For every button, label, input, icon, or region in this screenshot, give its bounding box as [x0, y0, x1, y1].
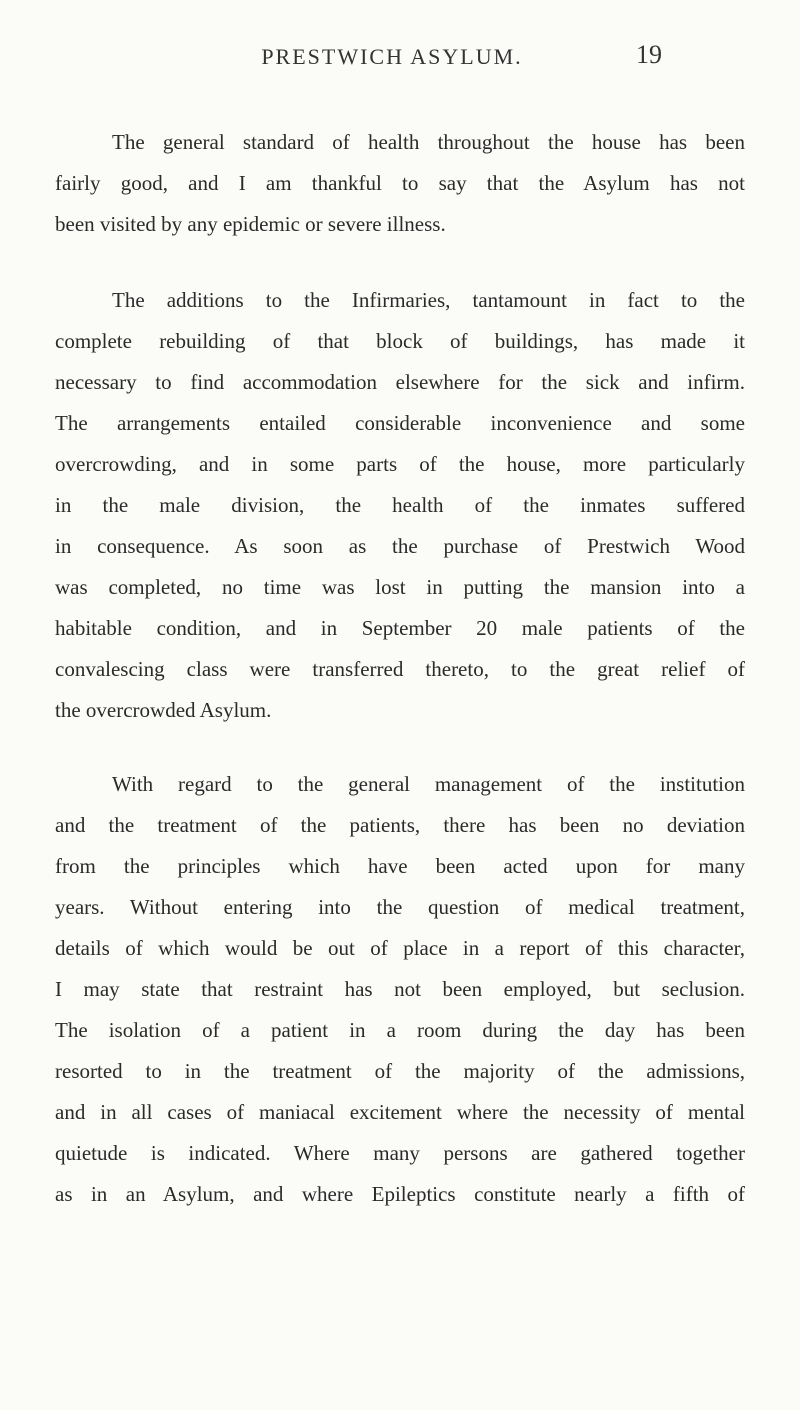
- text-line: years. Without entering into the question of medical treatment,: [55, 895, 745, 919]
- text-line: was completed, no time was lost in putting the mansion into a: [55, 575, 745, 599]
- text-line: quietude is indicated. Where many persons are gathered together: [55, 1141, 745, 1165]
- text-line: been visited by any epidemic or severe illness.: [55, 212, 446, 236]
- text-line: as in an Asylum, and where Epileptics constitute nearly a fifth of: [55, 1182, 745, 1206]
- text-line: With regard to the general management of the institution: [112, 772, 745, 796]
- text-line: The general standard of health throughout the house has been: [112, 130, 745, 154]
- text-line: in the male division, the health of the inmates suffered: [55, 493, 745, 517]
- text-line: and in all cases of maniacal excitement where the necessity of mental: [55, 1100, 745, 1124]
- paragraph-health: [55, 122, 745, 245]
- page-number: 19: [636, 40, 662, 69]
- text-line: The arrangements entailed considerable inconvenience and some: [55, 411, 745, 435]
- text-line: overcrowding, and in some parts of the house, more particularly: [55, 452, 745, 476]
- text-line: and the treatment of the patients, there has been no deviation: [55, 813, 745, 837]
- text-line: resorted to in the treatment of the majority of the admissions,: [55, 1059, 745, 1083]
- text-line: details of which would be out of place in a report of this character,: [55, 936, 745, 960]
- text-line: from the principles which have been acted upon for many: [55, 854, 745, 878]
- text-line: I may state that restraint has not been employed, but seclusion.: [55, 977, 745, 1001]
- text-line: necessary to find accommodation elsewhere for the sick and infirm.: [55, 370, 745, 394]
- text-line: the overcrowded Asylum.: [55, 698, 272, 722]
- text-line: The isolation of a patient in a room during the day has been: [55, 1018, 745, 1042]
- text-line: fairly good, and I am thankful to say that the Asylum has not: [55, 171, 745, 195]
- text-line: in consequence. As soon as the purchase of Prestwich Wood: [55, 534, 745, 558]
- text-line: convalescing class were transferred thereto, to the great relief of: [55, 657, 745, 681]
- paragraph-management: [55, 764, 745, 1215]
- running-head: PRESTWICH ASYLUM.: [261, 44, 523, 69]
- text-line: habitable condition, and in September 20 male patients of the: [55, 616, 745, 640]
- text-line: complete rebuilding of that block of buildings, has made it: [55, 329, 745, 353]
- paragraph-infirmaries: [55, 280, 745, 731]
- text-line: The additions to the Infirmaries, tantamount in fact to the: [112, 288, 745, 312]
